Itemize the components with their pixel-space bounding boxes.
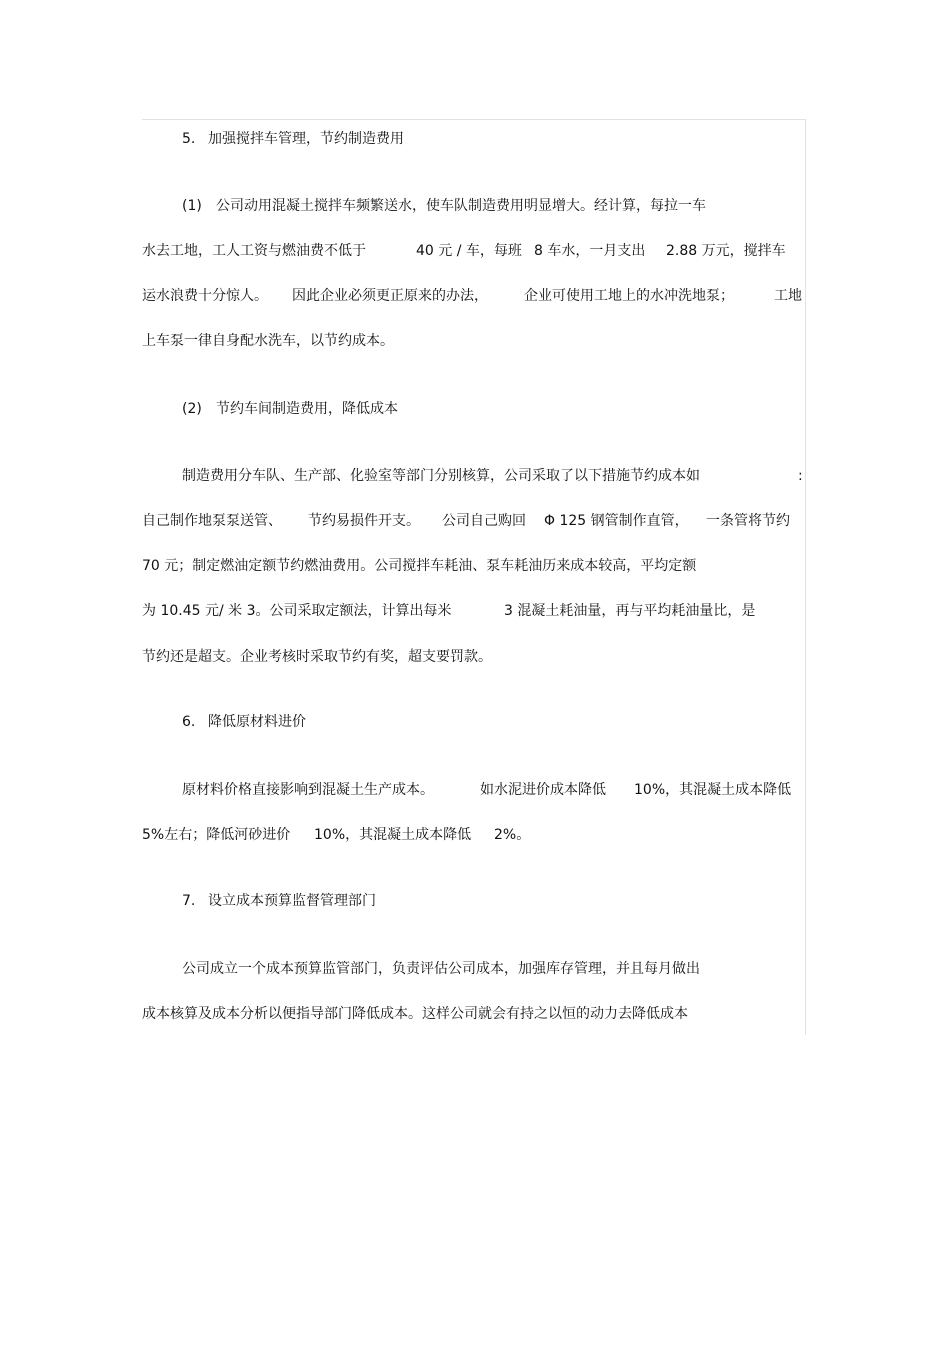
body-text: 5%左右；降低河砂进价 bbox=[142, 827, 291, 843]
text-line bbox=[142, 600, 806, 622]
text-line bbox=[142, 285, 806, 307]
body-text: 原材料价格直接影响到混凝土生产成本。 bbox=[182, 782, 434, 798]
body-text: : bbox=[798, 468, 803, 484]
body-text: 水去工地，工人工资与燃油费不低于 bbox=[142, 243, 366, 259]
text-line bbox=[142, 890, 806, 912]
section-heading: 降低原材料进价 bbox=[208, 714, 306, 730]
body-text: 企业可使用工地上的水冲洗地泵； bbox=[524, 288, 734, 304]
text-line bbox=[142, 958, 806, 980]
body-text: 公司自己购回 bbox=[442, 513, 526, 529]
body-text: 制造费用分车队、生产部、化验室等部门分别核算，公司采取了以下措施节约成本如 bbox=[182, 468, 700, 484]
section-number: 5. bbox=[182, 131, 196, 147]
body-text: 40 元 / 车，每班 bbox=[416, 243, 522, 259]
body-text: 70 元；制定燃油定额节约燃油费用。公司搅拌车耗油、泵车耗油历来成本较高，平均定额 bbox=[142, 558, 697, 574]
body-text: 节约易损件开支。 bbox=[308, 513, 420, 529]
section-heading: 设立成本预算监督管理部门 bbox=[208, 893, 376, 909]
text-line bbox=[142, 510, 806, 532]
body-text: 一条管将节约 bbox=[706, 513, 790, 529]
text-line bbox=[142, 555, 806, 577]
text-line bbox=[142, 1003, 806, 1025]
body-text: 公司动用混凝土搅拌车频繁送水，使车队制造费用明显增大。经计算，每拉一车 bbox=[216, 198, 706, 214]
section-heading: 加强搅拌车管理，节约制造费用 bbox=[208, 131, 404, 147]
body-text: 10%，其混凝土成本降低 bbox=[634, 782, 792, 798]
text-line bbox=[142, 398, 806, 420]
text-line bbox=[142, 711, 806, 733]
body-text: 上车泵一律自身配水洗车，以节约成本。 bbox=[142, 333, 394, 349]
body-text: 如水泥进价成本降低 bbox=[480, 782, 606, 798]
body-text: 成本核算及成本分析以便指导部门降低成本。这样公司就会有持之以恒的动力去降低成本 bbox=[142, 1006, 688, 1022]
body-text: Φ 125 钢管制作直管， bbox=[544, 513, 689, 529]
body-text: 为 10.45 元/ 米 3。公司采取定额法，计算出每米 bbox=[142, 603, 452, 619]
body-text: 因此企业必须更正原来的办法， bbox=[292, 288, 488, 304]
body-text: 2%。 bbox=[494, 827, 531, 843]
body-text: 节约还是超支。企业考核时采取节约有奖，超支要罚款。 bbox=[142, 649, 492, 665]
body-text: 8 车水，一月支出 bbox=[534, 243, 646, 259]
body-text: 自己制作地泵泵送管、 bbox=[142, 513, 282, 529]
item-heading: 节约车间制造费用，降低成本 bbox=[216, 401, 398, 417]
section-number: 7. bbox=[182, 893, 196, 909]
text-line bbox=[142, 330, 806, 352]
body-text: 工地 bbox=[774, 288, 802, 304]
text-line bbox=[142, 824, 806, 846]
text-line bbox=[142, 195, 806, 217]
body-text: 2.88 万元，搅拌车 bbox=[666, 243, 786, 259]
text-line bbox=[142, 128, 806, 150]
body-text: 运水浪费十分惊人。 bbox=[142, 288, 268, 304]
body-text: 10%，其混凝土成本降低 bbox=[314, 827, 472, 843]
text-line bbox=[142, 465, 806, 487]
section-number: 6. bbox=[182, 714, 196, 730]
item-number: (1) bbox=[182, 198, 202, 214]
text-line bbox=[142, 240, 806, 262]
body-text: 3 混凝土耗油量，再与平均耗油量比，是 bbox=[504, 603, 756, 619]
body-text: 公司成立一个成本预算监管部门，负责评估公司成本，加强库存管理，并且每月做出 bbox=[182, 961, 700, 977]
text-line bbox=[142, 646, 806, 668]
text-line bbox=[142, 779, 806, 801]
item-number: (2) bbox=[182, 401, 202, 417]
